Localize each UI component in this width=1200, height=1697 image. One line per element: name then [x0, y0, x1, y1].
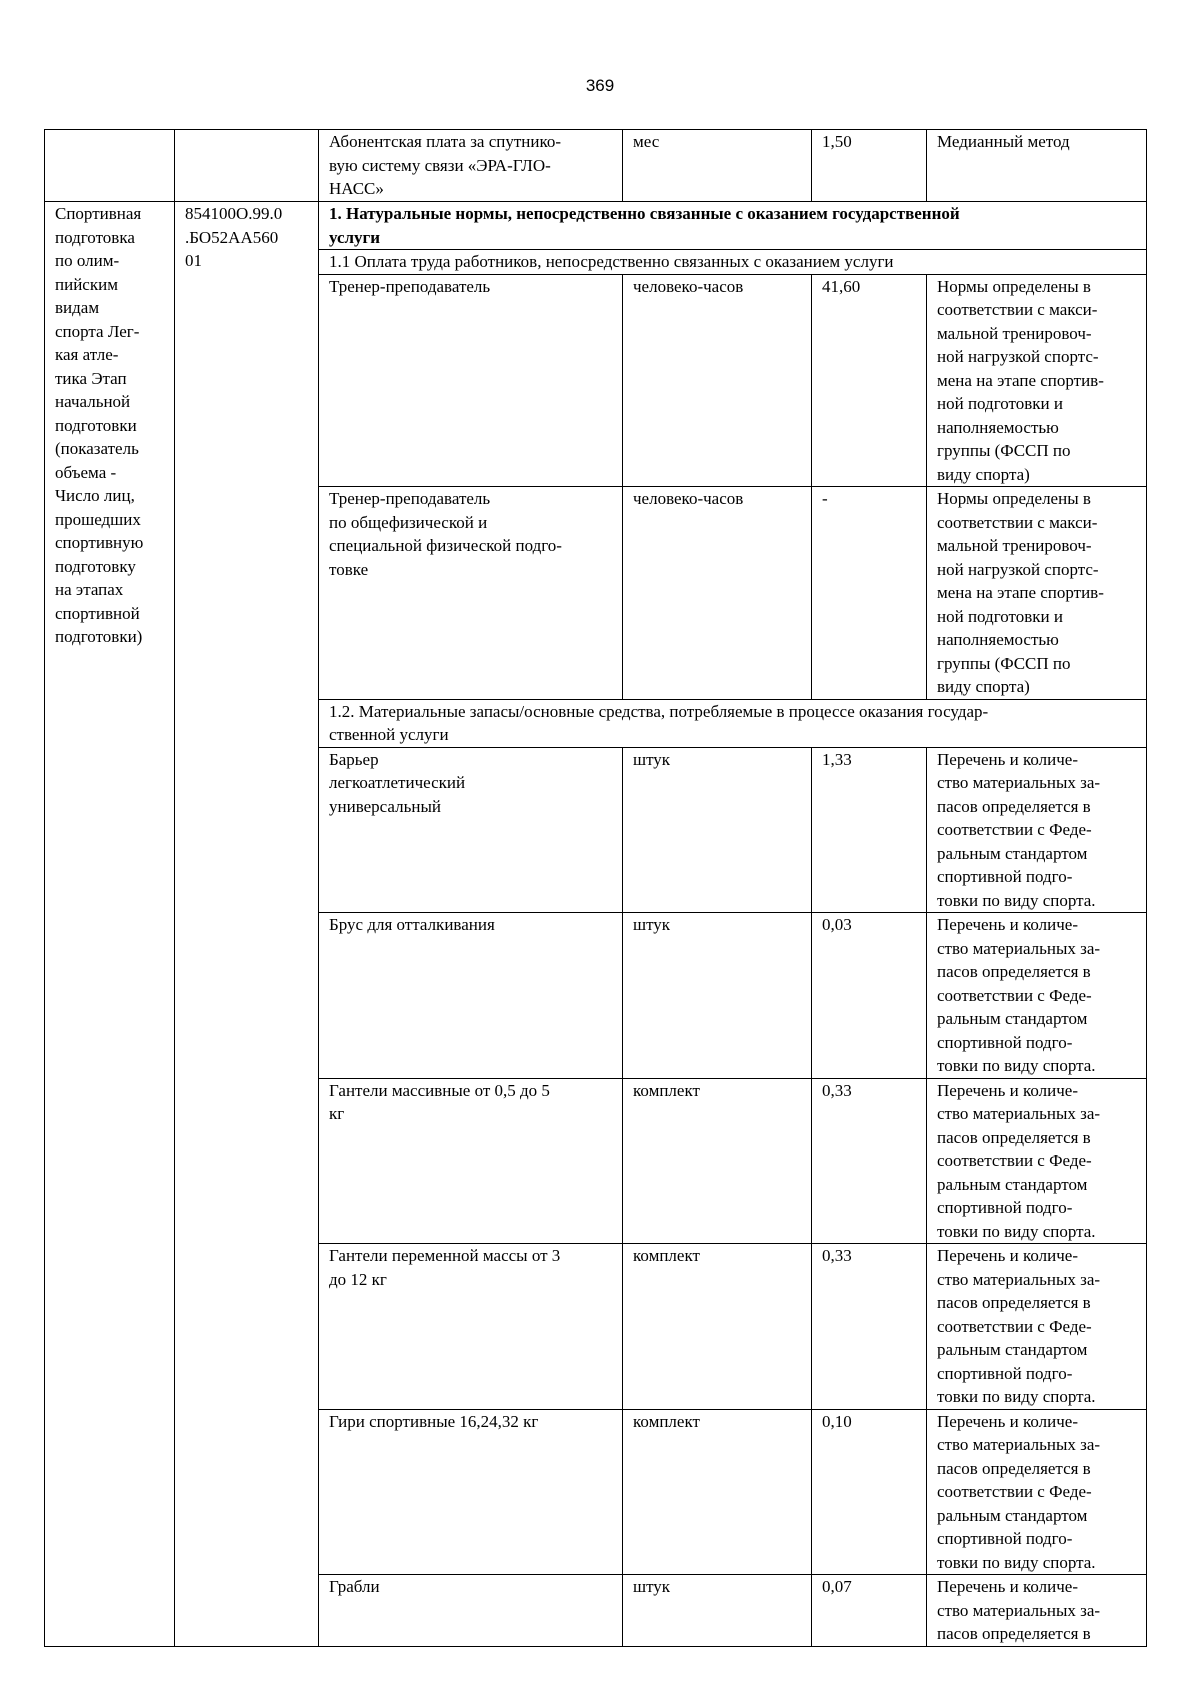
item-note: Перечень и количе- ство материальных за- пасов определяется в соответствии с Феде- ральным стандартом спортивной подго- товки по виду спорта. — [927, 913, 1147, 1079]
item-unit: человеко-часов — [623, 274, 812, 487]
item-name: Абонентская плата за спутнико- вую систему связи «ЭРА-ГЛО- НАСС» — [319, 130, 623, 202]
table-row — [45, 130, 1147, 202]
item-value: 0,33 — [812, 1244, 927, 1410]
service-code: 854100О.99.0 .БО52АА560 01 — [175, 202, 319, 1647]
item-name: Барьер легкоатлетический универсальный — [319, 747, 623, 913]
item-name: Гантели переменной массы от 3 до 12 кг — [319, 1244, 623, 1410]
item-unit: человеко-часов — [623, 487, 812, 700]
item-value: - — [812, 487, 927, 700]
item-name: Тренер-преподаватель — [319, 274, 623, 487]
item-note: Нормы определены в соответствии с макси- мальной тренировоч- ной нагрузкой спортс- мена на этапе спортив- ной подготовки и наполняемостью группы (ФССП по виду спорта) — [927, 274, 1147, 487]
norms-table — [44, 129, 1147, 1647]
item-name: Брус для отталкивания — [319, 913, 623, 1079]
item-note: Перечень и количе- ство материальных за- пасов определяется в — [927, 1575, 1147, 1647]
section-subtitle: 1.2. Материальные запасы/основные средства, потребляемые в процессе оказания государ- ственной услуги — [319, 699, 1147, 747]
item-name: Грабли — [319, 1575, 623, 1647]
table-row — [45, 202, 1147, 250]
item-value: 1,33 — [812, 747, 927, 913]
item-unit: комплект — [623, 1078, 812, 1244]
item-value: 0,10 — [812, 1409, 927, 1575]
item-unit: мес — [623, 130, 812, 202]
item-value: 41,60 — [812, 274, 927, 487]
item-unit: штук — [623, 1575, 812, 1647]
item-unit: комплект — [623, 1244, 812, 1410]
item-name: Тренер-преподаватель по общефизической и специальной физической подго- товке — [319, 487, 623, 700]
section-title: 1. Натуральные нормы, непосредственно связанные с оказанием государственной услуги — [319, 202, 1147, 250]
item-note: Перечень и количе- ство материальных за- пасов определяется в соответствии с Феде- ральным стандартом спортивной подго- товки по виду спорта. — [927, 747, 1147, 913]
item-note: Медианный метод — [927, 130, 1147, 202]
page-number: 369 — [585, 76, 615, 95]
item-unit: штук — [623, 747, 812, 913]
item-name: Гири спортивные 16,24,32 кг — [319, 1409, 623, 1575]
item-value: 1,50 — [812, 130, 927, 202]
section-subtitle: 1.1 Оплата труда работников, непосредственно связанных с оказанием услуги — [319, 250, 1147, 275]
item-name: Гантели массивные от 0,5 до 5 кг — [319, 1078, 623, 1244]
item-value: 0,03 — [812, 913, 927, 1079]
item-unit: комплект — [623, 1409, 812, 1575]
item-value: 0,07 — [812, 1575, 927, 1647]
item-unit: штук — [623, 913, 812, 1079]
item-note: Перечень и количе- ство материальных за- пасов определяется в соответствии с Феде- ральным стандартом спортивной подго- товки по виду спорта. — [927, 1078, 1147, 1244]
service-name: Спортивная подготовка по олим- пийским видам спорта Лег- кая атле- тика Этап начальной подготовки (показатель объема - Число лиц, прошедших спортивную подготовку на этапах спортивной подготовки) — [45, 202, 175, 1647]
item-note: Нормы определены в соответствии с макси- мальной тренировоч- ной нагрузкой спортс- мена на этапе спортив- ной подготовки и наполняемостью группы (ФССП по виду спорта) — [927, 487, 1147, 700]
item-value: 0,33 — [812, 1078, 927, 1244]
item-note: Перечень и количе- ство материальных за- пасов определяется в соответствии с Феде- ральным стандартом спортивной подго- товки по виду спорта. — [927, 1409, 1147, 1575]
item-note: Перечень и количе- ство материальных за- пасов определяется в соответствии с Феде- ральным стандартом спортивной подго- товки по виду спорта. — [927, 1244, 1147, 1410]
